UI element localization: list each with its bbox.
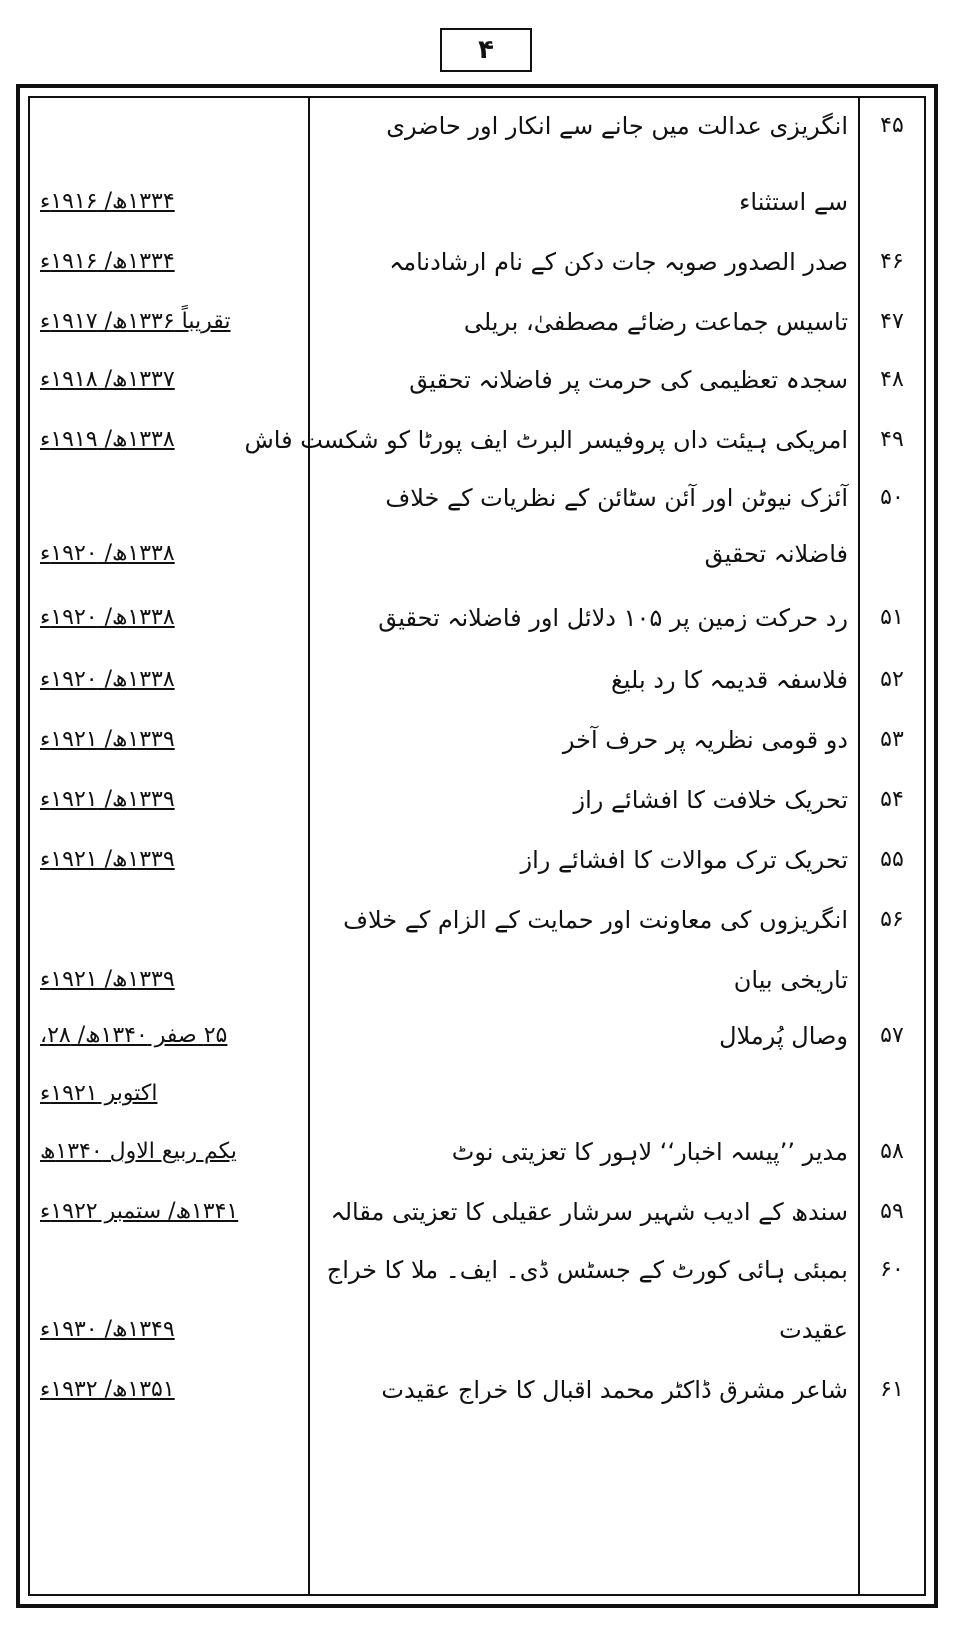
entry-number: ۴۵ <box>880 113 904 138</box>
entry-title: مدیر ’’پیسہ اخبار‘‘ لاہور کا تعزیتی نوٹ <box>451 1138 848 1166</box>
entry-number: ۴۸ <box>880 367 904 392</box>
entry-date <box>40 780 300 820</box>
entry-number: ۵۴ <box>880 787 904 812</box>
entry-date <box>40 960 300 1000</box>
entry-date-text: ۱۳۳۸ھ/ ۱۹۲۰ء <box>40 667 175 692</box>
table-row <box>30 302 924 342</box>
entry-date <box>40 1370 300 1410</box>
table-row <box>30 780 924 820</box>
entry-title: آئزک نیوٹن اور آئن سٹائن کے نظریات کے خلاف <box>385 484 848 512</box>
entry-title: فلاسفہ قدیمہ کا رد بلیغ <box>611 666 848 694</box>
table-row <box>30 960 924 1000</box>
table-row <box>30 1016 924 1056</box>
table-row <box>30 182 924 222</box>
entry-number: ۵۶ <box>880 907 904 932</box>
table-row <box>30 1370 924 1410</box>
entry-date <box>40 1016 300 1056</box>
entry-title: صدر الصدور صوبہ جات دکن کے نام ارشادنامہ <box>389 248 848 276</box>
table-row <box>30 720 924 760</box>
table-row <box>30 1074 924 1114</box>
entry-date <box>40 360 300 400</box>
table-row <box>30 360 924 400</box>
entry-title: امریکی ہیئت داں پروفیسر البرٹ ایف پورٹا کو شکست فاش <box>244 426 848 454</box>
entry-date <box>40 1132 300 1172</box>
entry-title: سجدہ تعظیمی کی حرمت پر فاضلانہ تحقیق <box>409 366 848 394</box>
table-row <box>30 900 924 940</box>
entry-number: ۴۷ <box>880 309 904 334</box>
entry-number: ۴۹ <box>880 427 904 452</box>
entry-title: تاسیس جماعت رضائے مصطفیٰ، بریلی <box>463 308 848 336</box>
entry-title: عقیدت <box>779 1316 848 1344</box>
entry-date <box>40 1310 300 1350</box>
entry-date <box>40 182 300 222</box>
entry-title: بمبئی ہائی کورٹ کے جسٹس ڈی۔ ایف۔ ملا کا خراج <box>326 1256 848 1284</box>
entry-number: ۵۱ <box>880 605 904 630</box>
table-inner-frame <box>28 96 926 1596</box>
entry-number: ۵۹ <box>880 1199 904 1224</box>
table-row <box>30 478 924 518</box>
entry-title: انگریزوں کی معاونت اور حمایت کے الزام کے خلاف <box>343 906 848 934</box>
table-row <box>30 242 924 282</box>
entry-title: سے استثناء <box>739 188 848 216</box>
entry-date <box>40 840 300 880</box>
page-number: ۴ <box>478 35 494 65</box>
entry-date <box>40 1192 300 1232</box>
entry-date-text: ۱۳۳۸ھ/ ۱۹۲۰ء <box>40 541 175 566</box>
entry-date <box>40 1074 300 1114</box>
entry-title: تحریک ترک موالات کا افشائے راز <box>520 846 848 874</box>
entry-date-text: یکم ربیع الاول ۱۳۴۰ھ <box>40 1139 237 1164</box>
entry-date-text: ۱۳۳۸ھ/ ۱۹۱۹ء <box>40 427 175 452</box>
entry-date-text: ۲۵ صفر ۱۳۴۰ھ/ ۲۸، <box>40 1023 228 1048</box>
entry-date-text: ۱۳۳۹ھ/ ۱۹۲۱ء <box>40 727 175 752</box>
entry-number: ۵۸ <box>880 1139 904 1164</box>
entry-date <box>40 302 300 342</box>
entry-date-text: ۱۳۳۷ھ/ ۱۹۱۸ء <box>40 367 175 392</box>
entry-title: وصال پُرملال <box>719 1022 848 1050</box>
entry-date-text: ۱۳۴۹ھ/ ۱۹۳۰ء <box>40 1317 175 1342</box>
table-row <box>30 1250 924 1290</box>
entry-date <box>40 534 300 574</box>
entry-date-text: ۱۳۳۸ھ/ ۱۹۲۰ء <box>40 605 175 630</box>
entry-title: سندھ کے ادیب شہیر سرشار عقیلی کا تعزیتی مقالہ <box>330 1198 848 1226</box>
entry-title: فاضلانہ تحقیق <box>704 540 848 568</box>
table-row <box>30 660 924 700</box>
table-outer-frame <box>16 84 938 1608</box>
entry-title: دو قومی نظریہ پر حرف آخر <box>562 726 848 754</box>
entry-title: انگریزی عدالت میں جانے سے انکار اور حاضری <box>386 112 848 140</box>
entry-date <box>40 660 300 700</box>
table-row <box>30 840 924 880</box>
entry-date-text: ۱۳۳۹ھ/ ۱۹۲۱ء <box>40 847 175 872</box>
entry-title: رد حرکت زمین پر ۱۰۵ دلائل اور فاضلانہ تحقیق <box>378 604 848 632</box>
entry-date-text: ۱۳۵۱ھ/ ۱۹۳۲ء <box>40 1377 175 1402</box>
table-row <box>30 420 924 460</box>
entry-number: ۵۳ <box>880 727 904 752</box>
entry-number: ۵۷ <box>880 1023 904 1048</box>
entry-date-text: ۱۳۴۱ھ/ ستمبر ۱۹۲۲ء <box>40 1199 239 1224</box>
entry-number: ۴۶ <box>880 249 904 274</box>
entry-number: ۵۵ <box>880 847 904 872</box>
entry-date-text: اکتوبر ۱۹۲۱ء <box>40 1081 158 1106</box>
entry-date <box>40 598 300 638</box>
entry-number: ۶۱ <box>880 1377 904 1402</box>
table-row <box>30 1310 924 1350</box>
entry-date <box>40 720 300 760</box>
entry-date-text: ۱۳۳۹ھ/ ۱۹۲۱ء <box>40 967 175 992</box>
entry-date <box>40 242 300 282</box>
table-row <box>30 534 924 574</box>
entry-number: ۵۲ <box>880 667 904 692</box>
table-row <box>30 598 924 638</box>
entry-date-text: تقریباً ۱۳۳۶ھ/ ۱۹۱۷ء <box>40 309 231 334</box>
entry-date-text: ۱۳۳۴ھ/ ۱۹۱۶ء <box>40 249 175 274</box>
page-number-box <box>440 28 532 72</box>
entry-number: ۵۰ <box>880 485 904 510</box>
entry-date-text: ۱۳۳۹ھ/ ۱۹۲۱ء <box>40 787 175 812</box>
entry-title: شاعر مشرق ڈاکٹر محمد اقبال کا خراج عقیدت <box>381 1376 848 1404</box>
table-row <box>30 106 924 146</box>
entry-title: تاریخی بیان <box>733 966 848 994</box>
entry-title: تحریک خلافت کا افشائے راز <box>573 786 848 814</box>
table-row <box>30 1132 924 1172</box>
table-row <box>30 1192 924 1232</box>
entry-date <box>40 420 300 460</box>
entry-number: ۶۰ <box>880 1257 904 1282</box>
entry-date-text: ۱۳۳۴ھ/ ۱۹۱۶ء <box>40 189 175 214</box>
